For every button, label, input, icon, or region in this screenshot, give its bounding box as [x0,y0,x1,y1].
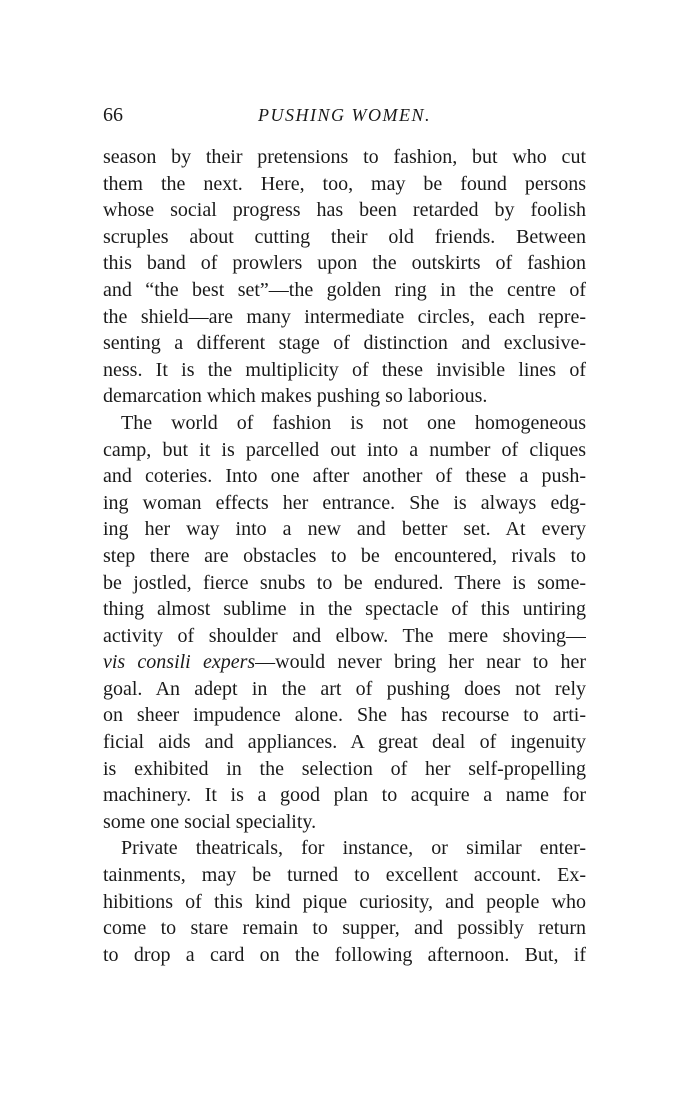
text-line: some one social speciality. [103,810,317,833]
text-line: camp, but it is parcelled out into a number of cliques [103,438,586,461]
text-line: on sheer impudence alone. She has recourse to arti- [103,704,586,727]
text-line: ing woman effects her entrance. She is always edg- [103,491,586,514]
latin-phrase: vis consili expers [103,651,256,674]
text-line: this band of prowlers upon the outskirts of fashion [103,252,586,275]
text-line: The world of fashion is not one homogeneous [121,411,586,434]
text-line: thing almost sublime in the spectacle of this untiring [103,598,586,621]
text-line: is exhibited in the selection of her self-propelling [103,757,586,780]
text-line: activity of shoulder and elbow. The mere shoving— [103,624,586,647]
running-title: PUSHING WOMEN. [258,105,431,125]
page-number: 66 [103,104,123,126]
text-line: step there are obstacles to be encountered, rivals to [103,544,586,567]
text-line: scruples about cutting their old friends. Between [103,225,586,248]
text-line: hibitions of this kind pique curiosity, and people who [103,890,586,913]
text-line: the shield—are many intermediate circles, each repre- [103,305,586,328]
text-line: and “the best set”—the golden ring in the centre of [103,278,586,301]
body-text [103,144,586,968]
text-line: come to stare remain to supper, and possibly return [103,917,586,940]
text-line: season by their pretensions to fashion, but who cut [103,146,586,168]
text-line: demarcation which makes pushing so laborious. [103,385,488,408]
text-line: and coteries. Into one after another of these a push- [103,465,586,488]
text-line: ficial aids and appliances. A great deal of ingenuity [103,731,586,754]
text-line: them the next. Here, too, may be found persons [103,172,586,195]
text-line: whose social progress has been retarded by foolish [103,199,586,222]
text-line [103,649,586,676]
text-line: machinery. It is a good plan to acquire a name for [103,784,586,807]
text-line: senting a different stage of distinction and exclusive- [103,332,586,355]
line-remainder: —would never bring her near to her [255,651,586,674]
text-line: ness. It is the multiplicity of these invisible lines of [103,358,586,381]
text-line: Private theatricals, for instance, or similar enter- [121,837,586,860]
text-line: ing her way into a new and better set. At every [103,518,586,541]
text-line: to drop a card on the following afternoon. But, if [103,943,586,966]
text-line: goal. An adept in the art of pushing does not rely [103,677,586,700]
text-line: be jostled, fierce snubs to be endured. There is some- [103,571,586,594]
text-line: tainments, may be turned to excellent account. Ex- [103,864,586,887]
running-head [103,100,586,130]
